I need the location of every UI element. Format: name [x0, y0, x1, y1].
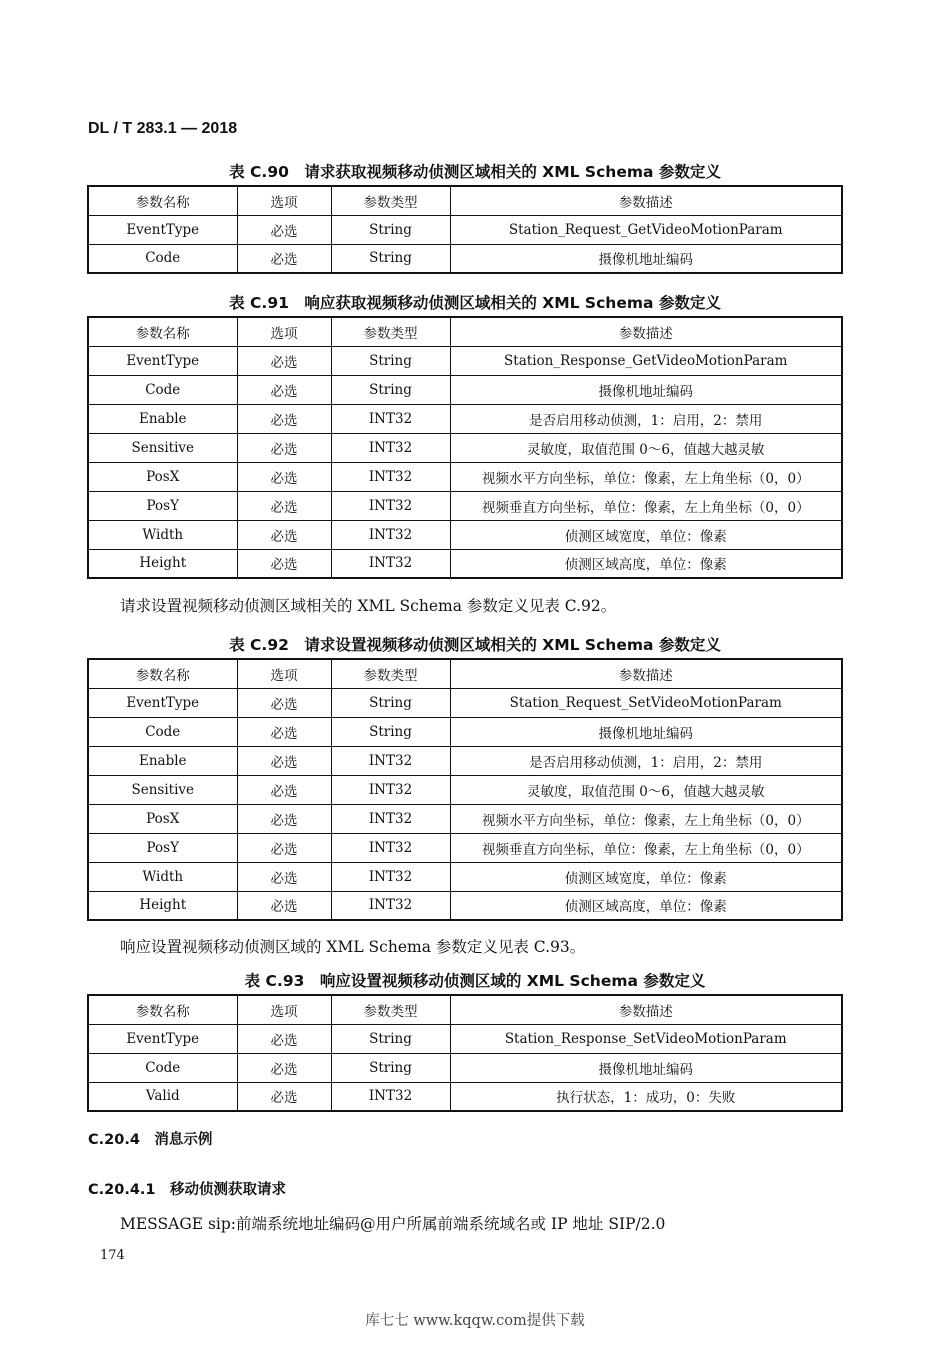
table-cell: INT32	[331, 891, 450, 920]
table-cell: String	[331, 244, 450, 273]
table-cell: 必选	[237, 520, 331, 549]
table-caption-c93: 表 C.93 响应设置视频移动侦测区域的 XML Schema 参数定义	[244, 972, 706, 990]
column-header: 参数名称	[88, 186, 237, 215]
table-row	[88, 1053, 842, 1082]
table-cell: PosY	[88, 833, 237, 862]
table-row	[88, 891, 842, 920]
table-cell: Enable	[88, 404, 237, 433]
table-cell: 侦测区域高度，单位：像素	[450, 549, 842, 578]
table-cell: 灵敏度，取值范围 0～6，值越大越灵敏	[450, 775, 842, 804]
section-heading-c20041: C.20.4.1 移动侦测获取请求	[88, 1182, 287, 1198]
table-cell: 必选	[237, 375, 331, 404]
table-cell: 摄像机地址编码	[450, 717, 842, 746]
column-header: 参数描述	[450, 659, 842, 688]
table-cell: String	[331, 717, 450, 746]
table-header-row	[88, 317, 842, 346]
table-cell: 必选	[237, 215, 331, 244]
table-cell: INT32	[331, 433, 450, 462]
table-cell: 必选	[237, 717, 331, 746]
table-row	[88, 862, 842, 891]
paragraph-c93-ref: 响应设置视频移动侦测区域的 XML Schema 参数定义见表 C.93。	[120, 938, 586, 956]
table-cell: INT32	[331, 862, 450, 891]
table-cell: Code	[88, 244, 237, 273]
table-cell: 侦测区域宽度，单位：像素	[450, 520, 842, 549]
table-c93	[87, 994, 843, 1112]
table-cell: INT32	[331, 404, 450, 433]
table-cell: Width	[88, 862, 237, 891]
table-row	[88, 775, 842, 804]
table-cell: 视频垂直方向坐标，单位：像素，左上角坐标（0，0）	[450, 833, 842, 862]
table-cell: 摄像机地址编码	[450, 1053, 842, 1082]
table-cell: 必选	[237, 1082, 331, 1111]
column-header: 选项	[237, 186, 331, 215]
table-cell: 必选	[237, 491, 331, 520]
table-row	[88, 746, 842, 775]
column-header: 参数描述	[450, 317, 842, 346]
table-row	[88, 462, 842, 491]
table-cell: 必选	[237, 433, 331, 462]
table-row	[88, 717, 842, 746]
table-cell: Height	[88, 549, 237, 578]
table-cell: INT32	[331, 462, 450, 491]
table-cell: 必选	[237, 549, 331, 578]
document-header: DL / T 283.1 — 2018	[88, 120, 238, 137]
table-cell: 视频水平方向坐标，单位：像素，左上角坐标（0，0）	[450, 462, 842, 491]
table-cell: INT32	[331, 746, 450, 775]
table-row	[88, 244, 842, 273]
table-cell: 是否启用移动侦测，1：启用，2：禁用	[450, 404, 842, 433]
table-row	[88, 375, 842, 404]
table-cell: EventType	[88, 688, 237, 717]
table-cell: String	[331, 1053, 450, 1082]
table-caption-c92: 表 C.92 请求设置视频移动侦测区域相关的 XML Schema 参数定义	[229, 636, 721, 654]
table-cell: String	[331, 1024, 450, 1053]
table-cell: EventType	[88, 346, 237, 375]
table-cell: String	[331, 375, 450, 404]
table-cell: PosX	[88, 804, 237, 833]
page-number: 174	[100, 1248, 125, 1263]
table-cell: Sensitive	[88, 433, 237, 462]
table-cell: PosY	[88, 491, 237, 520]
table-cell: INT32	[331, 775, 450, 804]
table-cell: Station_Request_SetVideoMotionParam	[450, 688, 842, 717]
table-row	[88, 215, 842, 244]
column-header: 选项	[237, 317, 331, 346]
column-header: 选项	[237, 659, 331, 688]
table-cell: String	[331, 346, 450, 375]
table-cell: 必选	[237, 775, 331, 804]
table-header-row	[88, 995, 842, 1024]
column-header: 参数类型	[331, 659, 450, 688]
table-cell: 视频水平方向坐标，单位：像素，左上角坐标（0，0）	[450, 804, 842, 833]
table-row	[88, 404, 842, 433]
table-cell: Station_Response_SetVideoMotionParam	[450, 1024, 842, 1053]
table-cell: Code	[88, 375, 237, 404]
column-header: 参数名称	[88, 659, 237, 688]
table-row	[88, 804, 842, 833]
table-cell: 必选	[237, 833, 331, 862]
table-row	[88, 688, 842, 717]
table-cell: 必选	[237, 688, 331, 717]
table-row	[88, 520, 842, 549]
column-header: 参数名称	[88, 995, 237, 1024]
table-cell: 是否启用移动侦测，1：启用，2：禁用	[450, 746, 842, 775]
table-cell: 必选	[237, 804, 331, 833]
table-cell: 侦测区域宽度，单位：像素	[450, 862, 842, 891]
table-c92	[87, 658, 843, 921]
table-cell: 必选	[237, 891, 331, 920]
section-heading-c2004: C.20.4 消息示例	[88, 1132, 213, 1148]
table-cell: 必选	[237, 862, 331, 891]
table-cell: Enable	[88, 746, 237, 775]
column-header: 参数类型	[331, 317, 450, 346]
download-watermark: 库七七 www.kqqw.com提供下载	[365, 1313, 585, 1329]
table-cell: String	[331, 688, 450, 717]
column-header: 参数类型	[331, 995, 450, 1024]
table-cell: Valid	[88, 1082, 237, 1111]
table-row	[88, 833, 842, 862]
column-header: 参数描述	[450, 995, 842, 1024]
message-example-line: MESSAGE sip:前端系统地址编码@用户所属前端系统域名或 IP 地址 SIP/2.0	[120, 1215, 666, 1233]
table-cell: 视频垂直方向坐标，单位：像素，左上角坐标（0，0）	[450, 491, 842, 520]
table-cell: Station_Response_GetVideoMotionParam	[450, 346, 842, 375]
table-cell: 侦测区域高度，单位：像素	[450, 891, 842, 920]
table-cell: Width	[88, 520, 237, 549]
table-cell: 必选	[237, 244, 331, 273]
table-row	[88, 433, 842, 462]
column-header: 参数描述	[450, 186, 842, 215]
table-cell: INT32	[331, 549, 450, 578]
table-cell: PosX	[88, 462, 237, 491]
table-cell: INT32	[331, 491, 450, 520]
table-caption-c91: 表 C.91 响应获取视频移动侦测区域相关的 XML Schema 参数定义	[229, 294, 721, 312]
table-cell: 必选	[237, 1053, 331, 1082]
table-cell: Code	[88, 717, 237, 746]
table-row	[88, 491, 842, 520]
table-cell: INT32	[331, 1082, 450, 1111]
table-caption-c90: 表 C.90 请求获取视频移动侦测区域相关的 XML Schema 参数定义	[229, 163, 721, 181]
table-c91	[87, 316, 843, 579]
table-cell: 必选	[237, 746, 331, 775]
table-cell: 执行状态，1：成功，0：失败	[450, 1082, 842, 1111]
table-row	[88, 1082, 842, 1111]
column-header: 参数类型	[331, 186, 450, 215]
column-header: 参数名称	[88, 317, 237, 346]
table-cell: 必选	[237, 346, 331, 375]
table-cell: 摄像机地址编码	[450, 375, 842, 404]
table-header-row	[88, 186, 842, 215]
table-cell: String	[331, 215, 450, 244]
table-row	[88, 549, 842, 578]
table-cell: Sensitive	[88, 775, 237, 804]
table-row	[88, 1024, 842, 1053]
table-cell: Code	[88, 1053, 237, 1082]
table-cell: INT32	[331, 833, 450, 862]
table-cell: Station_Request_GetVideoMotionParam	[450, 215, 842, 244]
table-cell: EventType	[88, 215, 237, 244]
table-cell: INT32	[331, 804, 450, 833]
table-cell: EventType	[88, 1024, 237, 1053]
table-header-row	[88, 659, 842, 688]
paragraph-c92-ref: 请求设置视频移动侦测区域相关的 XML Schema 参数定义见表 C.92。	[120, 597, 617, 615]
table-cell: Height	[88, 891, 237, 920]
table-c90	[87, 185, 843, 274]
table-cell: 必选	[237, 404, 331, 433]
table-cell: 必选	[237, 1024, 331, 1053]
column-header: 选项	[237, 995, 331, 1024]
table-cell: 必选	[237, 462, 331, 491]
table-cell: INT32	[331, 520, 450, 549]
table-row	[88, 346, 842, 375]
table-cell: 灵敏度，取值范围 0～6，值越大越灵敏	[450, 433, 842, 462]
table-cell: 摄像机地址编码	[450, 244, 842, 273]
